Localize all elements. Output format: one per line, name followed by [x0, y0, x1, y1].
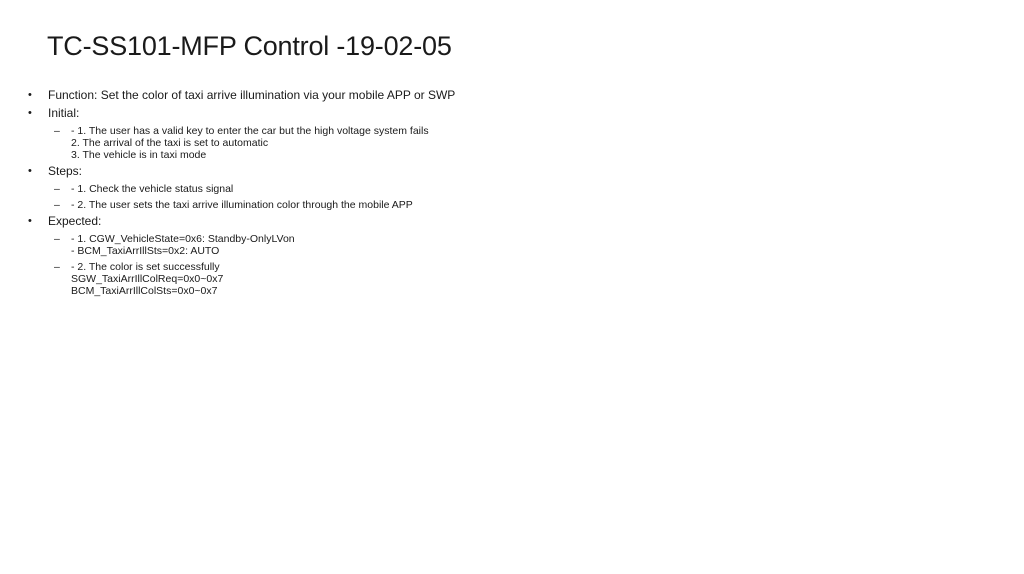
sub-item — [28, 261, 498, 297]
sub-item-line: - 1. Check the vehicle status signal — [71, 183, 234, 195]
sub-item-line: - BCM_TaxiArrIllSts=0x2: AUTO — [71, 245, 220, 257]
sub-item-line: - 2. The color is set successfully — [71, 261, 220, 273]
section-heading: Function: Set the color of taxi arrive illumination via your mobile APP or SWP — [48, 88, 456, 102]
dash-icon: – — [54, 183, 60, 195]
bullet-item — [28, 165, 498, 178]
section-expected — [28, 215, 498, 297]
section-heading: Expected: — [48, 214, 102, 228]
sub-item — [28, 199, 498, 211]
sub-item — [28, 233, 498, 257]
sub-item-line: - 1. The user has a valid key to enter the car but the high voltage system fails — [71, 125, 429, 137]
bullet-icon: • — [28, 165, 32, 177]
dash-icon: – — [54, 199, 60, 211]
dash-icon: – — [54, 261, 60, 273]
dash-icon: – — [54, 233, 60, 245]
bullet-icon: • — [28, 215, 32, 227]
dash-icon: – — [54, 125, 60, 137]
sub-item-line: - 1. CGW_VehicleState=0x6: Standby-OnlyLVon — [71, 233, 295, 245]
sub-item-line: 3. The vehicle is in taxi mode — [71, 149, 207, 161]
sub-item — [28, 125, 498, 161]
section-heading: Steps: — [48, 164, 83, 178]
section-heading: Initial: — [48, 106, 80, 120]
sub-item-line: BCM_TaxiArrIllColSts=0x0~0x7 — [71, 285, 218, 297]
slide-title: TC-SS101-MFP Control -19-02-05 — [47, 31, 452, 61]
bullet-item — [28, 107, 498, 120]
bullet-item — [28, 89, 498, 102]
section-function — [28, 89, 498, 102]
sub-item-line: - 2. The user sets the taxi arrive illumination color through the mobile APP — [71, 199, 413, 211]
sub-item — [28, 183, 498, 195]
bullet-icon: • — [28, 107, 32, 119]
sub-item-line: 2. The arrival of the taxi is set to automatic — [71, 137, 269, 149]
section-steps — [28, 165, 498, 211]
sub-item-line: SGW_TaxiArrIllColReq=0x0~0x7 — [71, 273, 224, 285]
slide-body — [28, 89, 498, 301]
section-initial — [28, 107, 498, 161]
bullet-icon: • — [28, 89, 32, 101]
bullet-item — [28, 215, 498, 228]
